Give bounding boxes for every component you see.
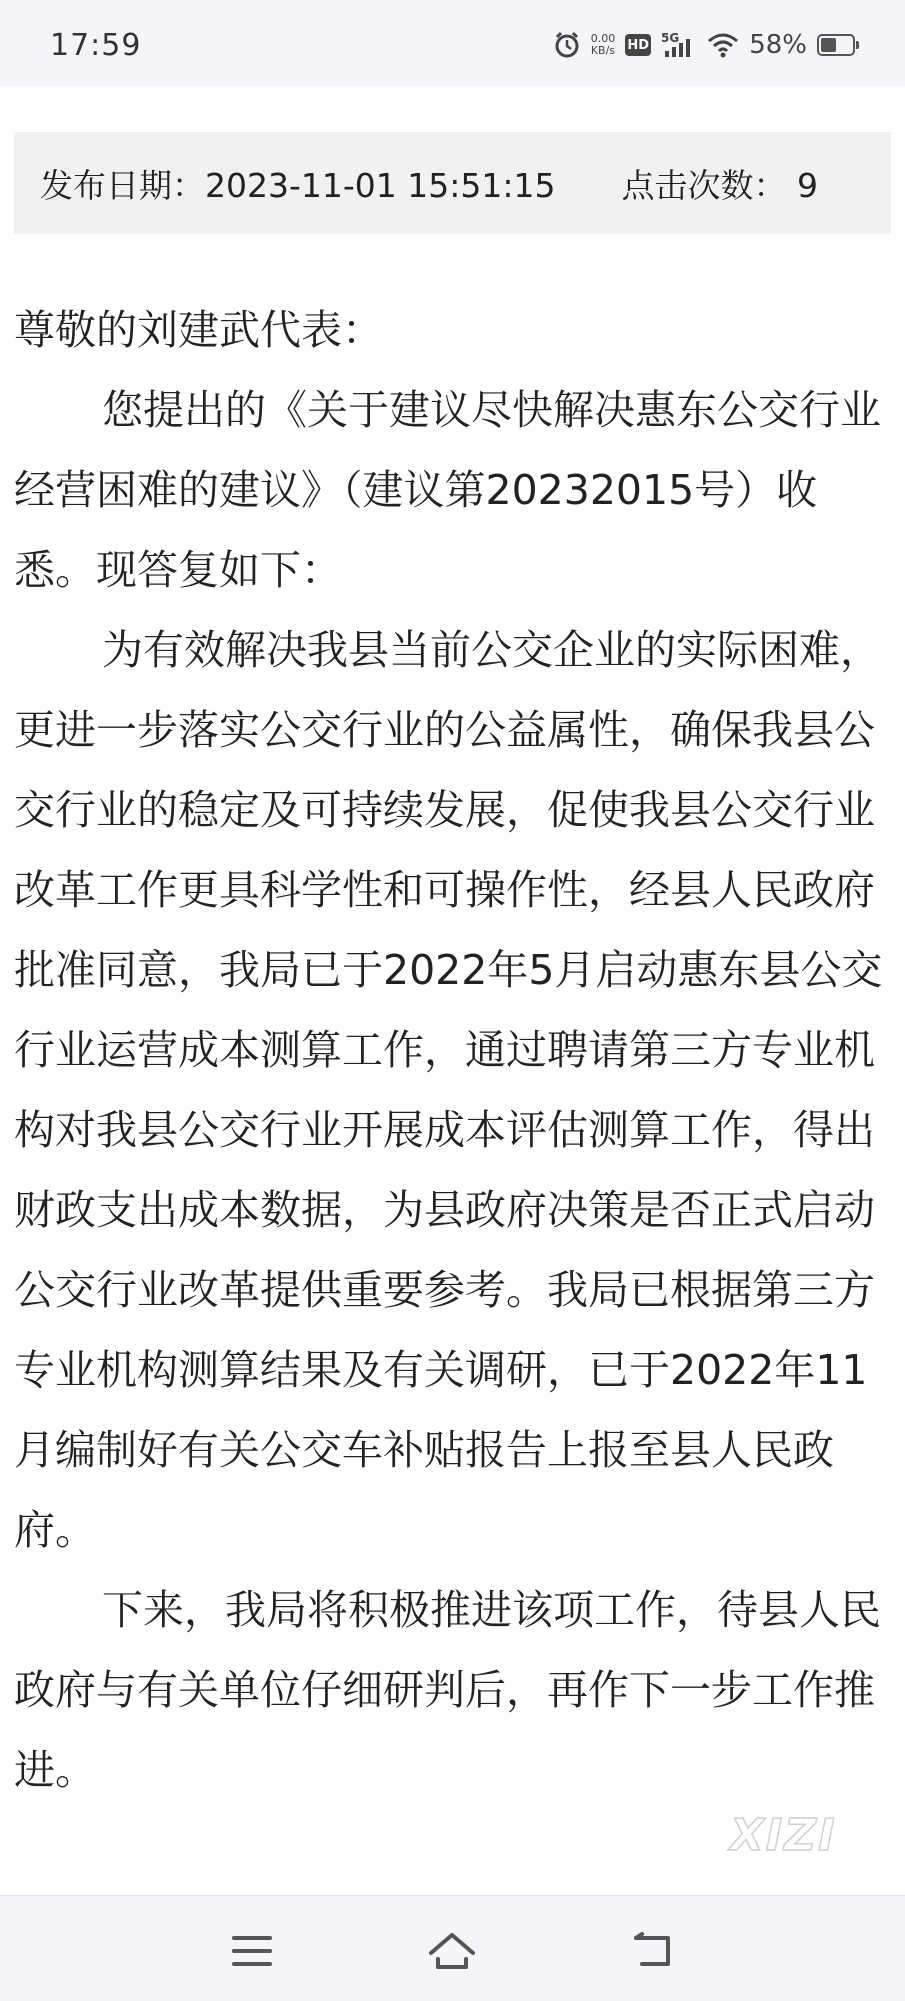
alarm-icon: [553, 31, 581, 59]
system-nav-bar: [0, 1895, 905, 2001]
article-greeting: 尊敬的刘建武代表：: [14, 306, 383, 354]
battery-icon: [817, 34, 855, 56]
net-speed: [591, 33, 616, 57]
home-icon: [427, 1931, 477, 1971]
net-speed-unit: KB/s: [590, 44, 616, 57]
article-paragraph: 您提出的《关于建议尽快解决惠东公交行业经营困难的建议》（建议第20232015号）收悉。现答复如下：: [14, 386, 881, 594]
article-body: [14, 290, 894, 1810]
back-icon: [630, 1932, 674, 1970]
watermark-logo: XIZI: [730, 1810, 837, 1861]
back-button[interactable]: [622, 1926, 682, 1976]
wifi-icon: [707, 32, 739, 58]
signal-icon: [661, 31, 697, 59]
article-paragraph: 下来，我局将积极推进该项工作，待县人民政府与有关单位仔细研判后，再作下一步工作推进。: [14, 1586, 881, 1794]
publish-date: 发布日期：2023-11-01 15:51:15: [40, 165, 556, 205]
article-paragraph: 为有效解决我县当前公交企业的实际困难，更进一步落实公交行业的公益属性，确保我县公交行业的稳定及可持续发展，促使我县公交行业改革工作更具科学性和可操作性，经县人民政府批准同意，我局已于2022年5月启动惠东县公交行业运营成本测算工作，通过聘请第三方专业机构对我县公交行业开展成本评估测算工作，得出财政支出成本数据，为县政府决策是否正式启动公交行业改革提供重要参考。我局已根据第三方专业机构测算结果及有关调研，已于2022年11月编制好有关公交车补贴报告上报至县人民政府。: [14, 626, 883, 1554]
battery-percent: 58%: [749, 30, 807, 60]
menu-button[interactable]: [222, 1926, 282, 1976]
status-icons: [553, 30, 855, 60]
status-bar: [0, 0, 905, 86]
article-meta: [14, 132, 891, 234]
click-count: 点击次数： 9: [621, 165, 818, 205]
signal-label: 5G: [661, 31, 680, 45]
menu-icon: [231, 1934, 273, 1968]
hd-icon: HD: [625, 34, 651, 56]
net-speed-value: 0.00: [590, 32, 616, 45]
home-button[interactable]: [422, 1926, 482, 1976]
status-time: 17:59: [50, 28, 142, 63]
